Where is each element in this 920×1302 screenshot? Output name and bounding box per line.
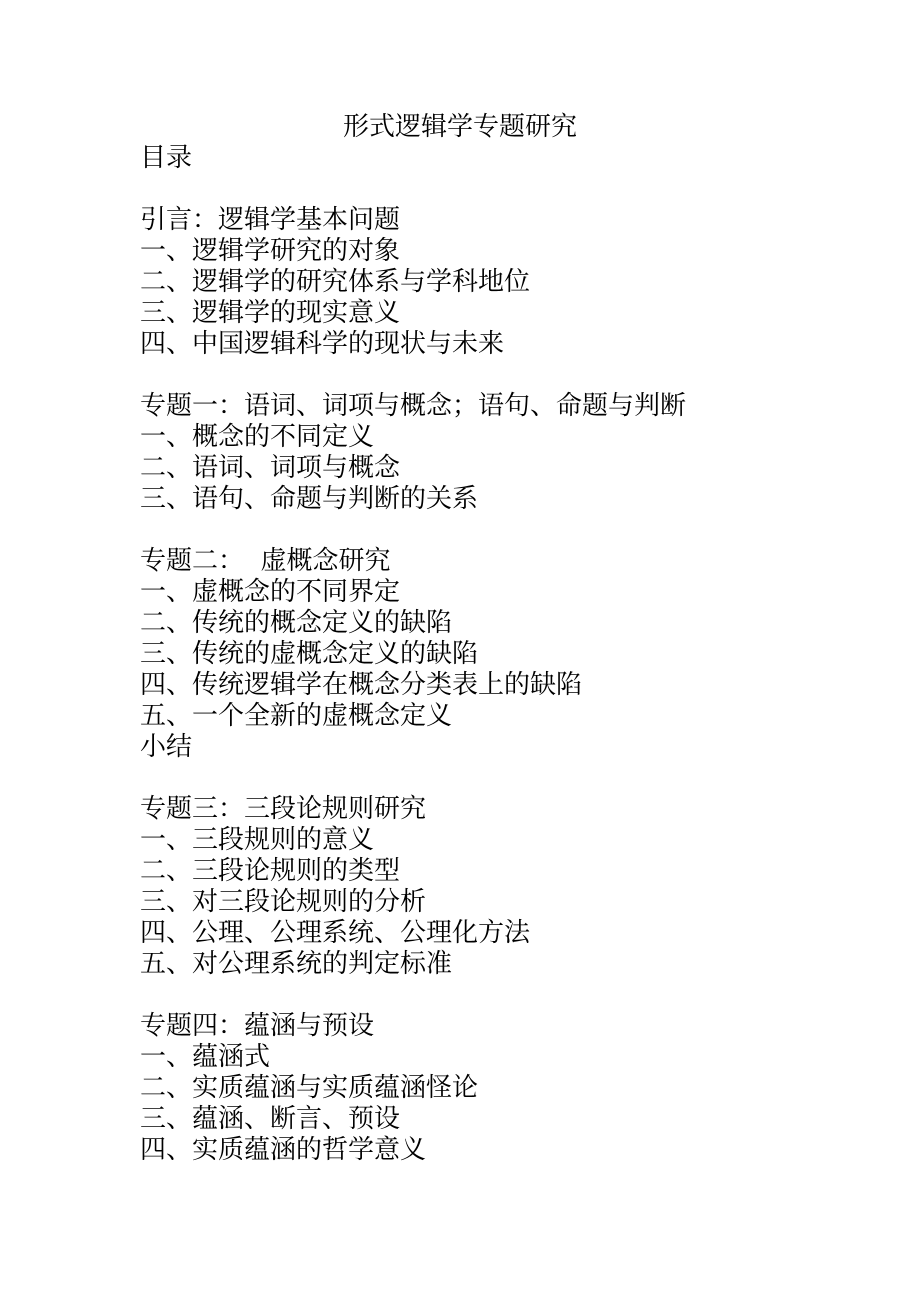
toc-item: 四、实质蕴涵的哲学意义	[140, 1135, 427, 1165]
toc-item: 二、传统的概念定义的缺陷	[140, 608, 453, 638]
blank-line	[140, 174, 900, 205]
section-heading: 专题四：蕴涵与预设	[140, 1011, 375, 1041]
toc-item: 一、蕴涵式	[140, 1042, 271, 1072]
toc-item: 五、一个全新的虚概念定义	[140, 701, 453, 731]
toc-item: 小结	[140, 732, 193, 762]
toc-item: 二、语词、词项与概念	[140, 453, 401, 483]
blank-line	[140, 763, 900, 794]
table-of-contents	[140, 143, 900, 1166]
toc-item: 三、传统的虚概念定义的缺陷	[140, 639, 479, 669]
toc-item: 一、逻辑学研究的对象	[140, 236, 401, 266]
toc-item: 一、虚概念的不同界定	[140, 577, 401, 607]
section-heading: 专题二： 虚概念研究	[140, 546, 391, 576]
toc-item: 一、概念的不同定义	[140, 422, 375, 452]
toc-heading: 目录	[140, 143, 193, 173]
blank-line	[140, 360, 900, 391]
toc-section-topic-4	[140, 1011, 900, 1166]
toc-item: 三、逻辑学的现实意义	[140, 298, 401, 328]
section-heading: 专题三：三段论规则研究	[140, 794, 427, 824]
toc-section-intro	[140, 205, 900, 360]
section-heading: 引言：逻辑学基本问题	[140, 205, 401, 235]
toc-section-topic-2	[140, 546, 900, 763]
toc-item: 五、对公理系统的判定标准	[140, 949, 453, 979]
toc-item: 二、逻辑学的研究体系与学科地位	[140, 267, 531, 297]
toc-item: 二、三段论规则的类型	[140, 856, 401, 886]
document-title: 形式逻辑学专题研究	[342, 112, 577, 142]
toc-item: 四、传统逻辑学在概念分类表上的缺陷	[140, 670, 583, 700]
toc-item: 三、蕴涵、断言、预设	[140, 1104, 401, 1134]
toc-item: 一、三段规则的意义	[140, 825, 375, 855]
toc-section-topic-3	[140, 794, 900, 980]
toc-item: 三、语句、命题与判断的关系	[140, 484, 479, 514]
blank-line	[140, 515, 900, 546]
toc-item: 二、实质蕴涵与实质蕴涵怪论	[140, 1073, 479, 1103]
blank-line	[140, 980, 900, 1011]
toc-item: 三、对三段论规则的分析	[140, 887, 427, 917]
toc-item: 四、公理、公理系统、公理化方法	[140, 918, 531, 948]
section-heading: 专题一：语词、词项与概念；语句、命题与判断	[140, 391, 687, 421]
toc-item: 四、中国逻辑科学的现状与未来	[140, 329, 505, 359]
toc-section-topic-1	[140, 391, 900, 515]
